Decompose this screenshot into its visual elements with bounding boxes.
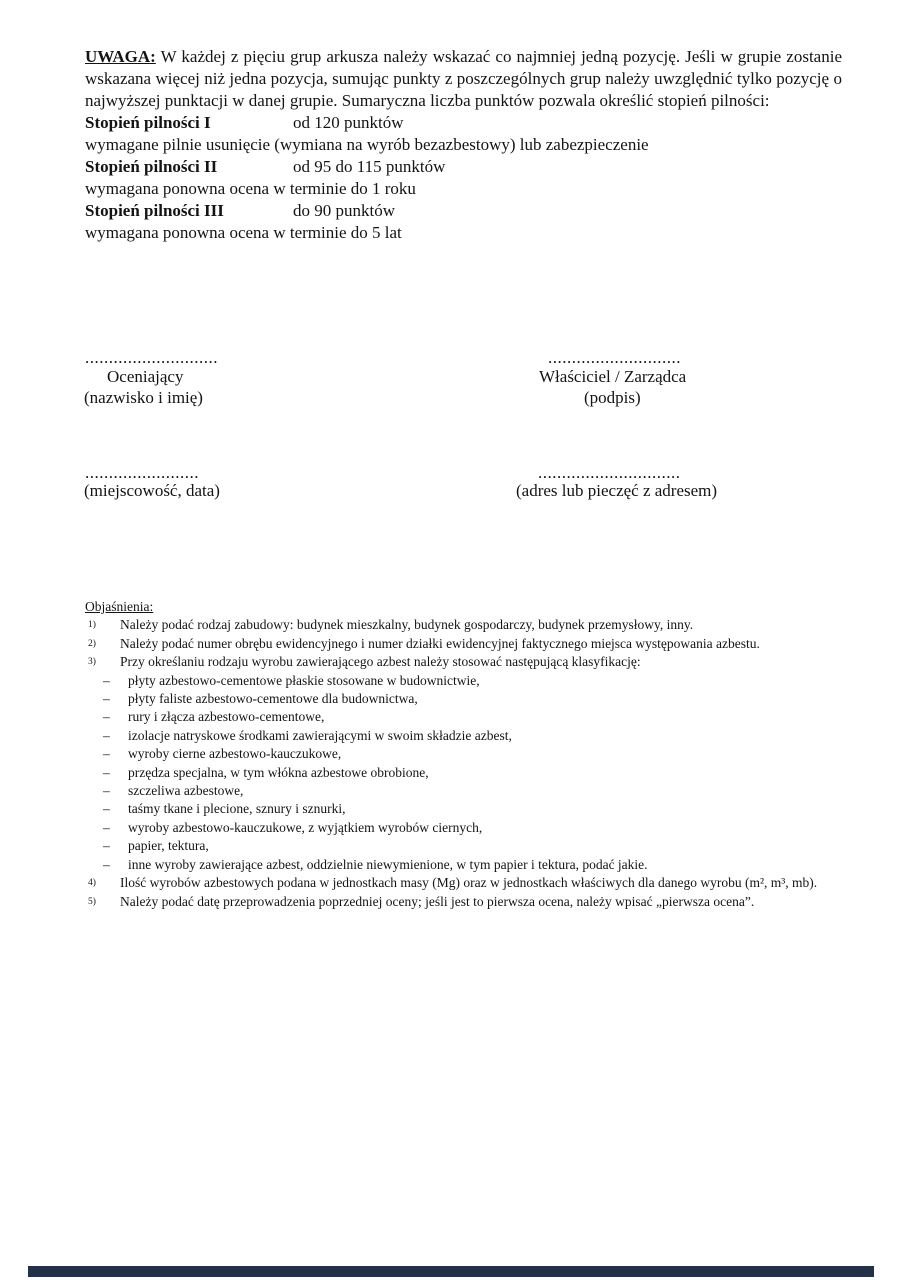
- classification-item-text: rury i złącza azbestowo-cementowe,: [128, 709, 325, 725]
- classification-item: [103, 856, 842, 874]
- classification-item: [103, 672, 842, 690]
- classification-item-text: wyroby cierne azbestowo-kauczukowe,: [128, 746, 342, 762]
- classification-item: [103, 782, 842, 800]
- notice-text: W każdej z pięciu grup arkusza należy wskazać co najmniej jedną pozycję. Jeśli w grupie zostanie wskazana więcej niż jedna pozycja, sumując punkty z poszczególnych grup należy uwzględnić tylko pozycję o najwyższej punktacji w danej grupie. Sumaryczna liczba punktów pozwala określić stopień pilności:: [85, 47, 842, 110]
- priority-level-1: [85, 112, 842, 134]
- footnote-3: [85, 653, 842, 671]
- classification-item-text: taśmy tkane i plecione, sznury i sznurki,: [128, 801, 346, 817]
- footnote-2-text: Należy podać numer obrębu ewidencyjnego i numer działki ewidencyjnej faktycznego miejsca występowania azbestu.: [120, 635, 760, 651]
- footnote-4-text: Ilość wyrobów azbestowych podana w jednostkach masy (Mg) oraz w jednostkach właściwych dla danego wyrobu (m², m³, mb).: [120, 875, 818, 891]
- owner-title: Właściciel / Zarządca: [539, 367, 687, 386]
- dash-marker: –: [103, 746, 110, 762]
- priority-level-3: [85, 200, 842, 222]
- footnote-1-marker: 1): [88, 620, 96, 631]
- dash-marker: –: [103, 783, 110, 799]
- priority-level-3-description: wymagana ponowna ocena w terminie do 5 lat: [85, 223, 402, 242]
- footnote-5-text: Należy podać datę przeprowadzenia poprzedniej oceny; jeśli jest to pierwsza ocena, należy wpisać „pierwsza ocena”.: [120, 893, 755, 909]
- footnote-2: [85, 635, 842, 653]
- priority-level-2-points: od 95 do 115 punktów: [293, 157, 446, 176]
- classification-item-text: izolacje natryskowe środkami zawierającymi w swoim składzie azbest,: [128, 727, 512, 743]
- footnotes-section: [85, 598, 842, 911]
- assessor-signature-line: ............................: [85, 348, 218, 367]
- notice-label: UWAGA:: [85, 47, 156, 66]
- footnote-2-marker: 2): [88, 638, 96, 649]
- assessor-title: Oceniający: [107, 367, 184, 386]
- address-line: ..............................: [538, 463, 681, 482]
- priority-level-2-description: wymagana ponowna ocena w terminie do 1 roku: [85, 179, 416, 198]
- dash-marker: –: [103, 672, 110, 688]
- classification-item-text: papier, tektura,: [128, 838, 209, 854]
- footnotes-heading: Objaśnienia:: [85, 599, 154, 614]
- place-date-subtitle: (miejscowość, data): [84, 481, 220, 500]
- priority-level-1-description: wymagane pilnie usunięcie (wymiana na wyrób bezazbestowy) lub zabezpieczenie: [85, 135, 649, 154]
- footnote-4: [85, 874, 842, 892]
- classification-item-text: płyty faliste azbestowo-cementowe dla budownictwa,: [128, 691, 418, 707]
- classification-item: [103, 837, 842, 855]
- classification-item: [103, 819, 842, 837]
- footnote-5-marker: 5): [88, 896, 96, 907]
- footnote-3-marker: 3): [88, 657, 96, 668]
- owner-signature-line: ............................: [548, 348, 681, 367]
- footnote-5: [85, 893, 842, 911]
- classification-item-text: inne wyroby zawierające azbest, oddzielnie niewymienione, w tym papier i tektura, podać jakie.: [128, 856, 648, 872]
- footnote-4-marker: 4): [88, 878, 96, 889]
- dash-marker: –: [103, 801, 110, 817]
- classification-item-text: szczeliwa azbestowe,: [128, 783, 244, 799]
- dash-marker: –: [103, 709, 110, 725]
- dash-marker: –: [103, 838, 110, 854]
- owner-subtitle: (podpis): [584, 388, 641, 407]
- classification-item-text: wyroby azbestowo-kauczukowe, z wyjątkiem wyrobów ciernych,: [128, 819, 483, 835]
- dash-marker: –: [103, 764, 110, 780]
- priority-level-3-points: do 90 punktów: [293, 201, 395, 220]
- classification-item: [103, 690, 842, 708]
- classification-item-text: przędza specjalna, w tym włókna azbestowe obrobione,: [128, 764, 429, 780]
- scan-edge-artifact: [28, 1266, 874, 1277]
- main-text-block: [85, 46, 842, 244]
- dash-marker: –: [103, 819, 110, 835]
- dash-marker: –: [103, 856, 110, 872]
- dash-marker: –: [103, 691, 110, 707]
- footnote-1: [85, 616, 842, 634]
- priority-level-3-label: Stopień pilności III: [85, 201, 224, 220]
- classification-item-text: płyty azbestowo-cementowe płaskie stosowane w budownictwie,: [128, 672, 480, 688]
- classification-item: [103, 764, 842, 782]
- classification-item: [103, 745, 842, 763]
- classification-item: [103, 800, 842, 818]
- footnote-3-text: Przy określaniu rodzaju wyrobu zawierającego azbest należy stosować następującą klasyfikację:: [120, 654, 641, 670]
- classification-item: [103, 727, 842, 745]
- notice-paragraph: [85, 46, 842, 112]
- dash-marker: –: [103, 727, 110, 743]
- address-subtitle: (adres lub pieczęć z adresem): [516, 481, 718, 500]
- classification-list: [103, 672, 842, 874]
- assessor-subtitle: (nazwisko i imię): [84, 388, 203, 407]
- classification-item: [103, 708, 842, 726]
- footnote-1-text: Należy podać rodzaj zabudowy: budynek mieszkalny, budynek gospodarczy, budynek przemysłowy, inny.: [120, 617, 694, 633]
- priority-level-1-label: Stopień pilności I: [85, 113, 211, 132]
- priority-level-1-points: od 120 punktów: [293, 113, 404, 132]
- priority-level-2: [85, 156, 842, 178]
- place-date-line: ........................: [85, 463, 199, 482]
- priority-level-2-label: Stopień pilności II: [85, 157, 218, 176]
